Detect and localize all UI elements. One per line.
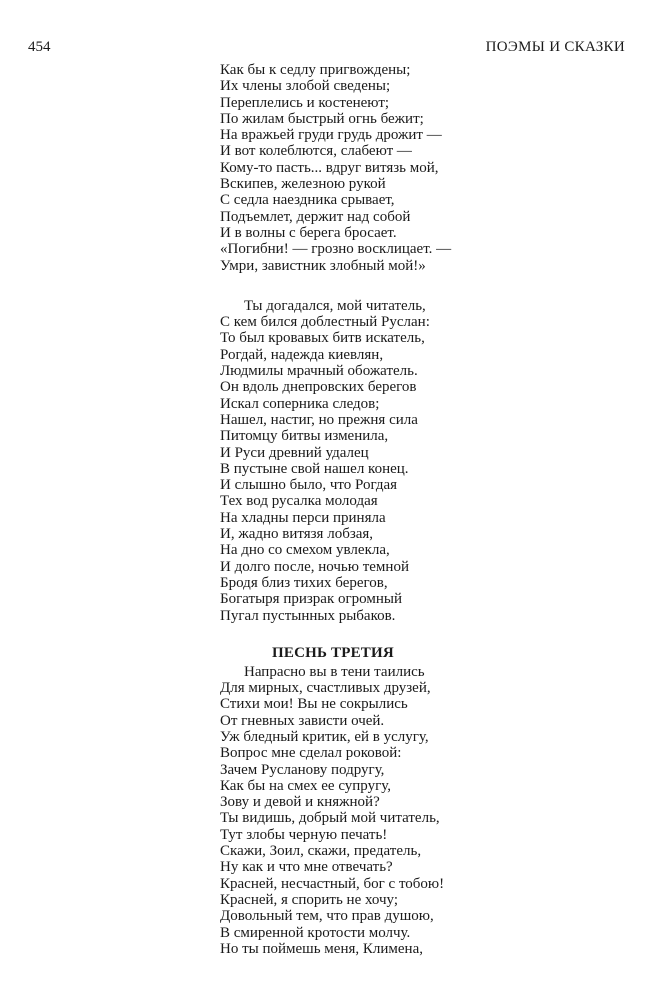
verse-line: То был кровавых битв искатель, bbox=[220, 330, 425, 347]
verse-line: Красней, я спорить не хочу; bbox=[220, 891, 399, 908]
verse-line: Он вдоль днепровских берегов bbox=[220, 379, 417, 396]
verse-line: На хладны перси приняла bbox=[220, 509, 386, 526]
verse-line: И, жадно витязя лобзая, bbox=[220, 526, 374, 543]
running-head: ПОЭМЫ И СКАЗКИ bbox=[485, 39, 625, 55]
verse-line: От гневных зависти очей. bbox=[220, 712, 385, 729]
verse-line: Их члены злобой сведены; bbox=[220, 78, 391, 95]
verse-line: Пугал пустынных рыбаков. bbox=[220, 607, 396, 624]
verse-line: В смиренной кротости молчу. bbox=[220, 924, 411, 941]
verse-line: Как бы к седлу пригвождены; bbox=[220, 62, 411, 78]
verse-line: Но ты поймешь меня, Климена, bbox=[220, 940, 423, 957]
verse-line: Скажи, Зоил, скажи, предатель, bbox=[220, 843, 422, 860]
verse-line: Зову и девой и княжной? bbox=[220, 794, 380, 811]
verse-line: Бродя близ тихих берегов, bbox=[220, 574, 388, 591]
verse-line: Ну как и что мне отвечать? bbox=[220, 859, 393, 876]
stanza-2 bbox=[220, 298, 620, 624]
verse-line: И долго после, ночью темной bbox=[220, 558, 409, 575]
verse-line: С седла наездника срывает, bbox=[220, 192, 395, 209]
verse-line: В пустыне свой нашел конец. bbox=[220, 460, 409, 477]
verse-line: И слышно было, что Рогдая bbox=[220, 477, 398, 494]
verse-line: И вот колеблются, слабеют — bbox=[220, 143, 412, 160]
verse-line: Красней, несчастный, бог с тобою! bbox=[220, 875, 445, 892]
stanza-1 bbox=[220, 62, 620, 274]
verse-line: «Погибни! — грозно восклицает. — bbox=[220, 241, 452, 258]
verse-line: Как бы на смех ее супругу, bbox=[220, 777, 392, 794]
verse-line: Для мирных, счастливых друзей, bbox=[220, 680, 431, 697]
verse-line: Вскипев, железною рукой bbox=[220, 176, 386, 193]
verse-line: Ты догадался, мой читатель, bbox=[244, 297, 426, 314]
verse-line: Переплелись и костенеют; bbox=[220, 94, 390, 111]
poem-text bbox=[220, 62, 620, 957]
canto-title: ПЕСНЬ ТРЕТИЯ bbox=[272, 644, 394, 661]
verse-line: На дно со смехом увлекла, bbox=[220, 542, 390, 559]
verse-line: Людмилы мрачный обожатель. bbox=[220, 363, 418, 380]
verse-line: Стихи мои! Вы не сокрылись bbox=[220, 696, 408, 713]
verse-line: Умри, завистник злобный мой!» bbox=[220, 257, 426, 274]
verse-line: Рогдай, надежда киевлян, bbox=[220, 346, 384, 363]
stanza-break bbox=[220, 274, 620, 298]
verse-line: Вопрос мне сделал роковой: bbox=[220, 745, 402, 762]
verse-line: И Руси древний удалец bbox=[220, 444, 369, 461]
verse-line: Питомцу битвы изменила, bbox=[220, 428, 389, 445]
verse-line: Зачем Русланову подругу, bbox=[220, 761, 385, 778]
verse-line: Кому-то пасть... вдруг витязь мой, bbox=[220, 159, 439, 176]
verse-line: Нашел, настиг, но прежня сила bbox=[220, 411, 418, 428]
verse-line: Богатыря призрак огромный bbox=[220, 591, 402, 608]
verse-line: Уж бледный критик, ей в услугу, bbox=[220, 728, 429, 745]
verse-line: На вражьей груди грудь дрожит — bbox=[220, 127, 442, 144]
section-break bbox=[220, 624, 620, 642]
verse-line: С кем бился доблестный Руслан: bbox=[220, 314, 430, 331]
verse-line: Искал соперника следов; bbox=[220, 395, 380, 412]
verse-line: По жилам быстрый огнь бежит; bbox=[220, 110, 424, 127]
verse-line: Тут злобы черную печать! bbox=[220, 826, 388, 843]
verse-line: И в волны с берега бросает. bbox=[220, 224, 397, 241]
verse-line: Ты видишь, добрый мой читатель, bbox=[220, 810, 440, 827]
stanza-3 bbox=[220, 664, 620, 957]
page-number: 454 bbox=[28, 39, 51, 55]
verse-line: Тех вод русалка молодая bbox=[220, 493, 378, 510]
verse-line: Подъемлет, держит над собой bbox=[220, 208, 411, 225]
verse-line: Напрасно вы в тени таились bbox=[244, 663, 425, 680]
verse-line: Довольный тем, что прав душою, bbox=[220, 908, 434, 925]
